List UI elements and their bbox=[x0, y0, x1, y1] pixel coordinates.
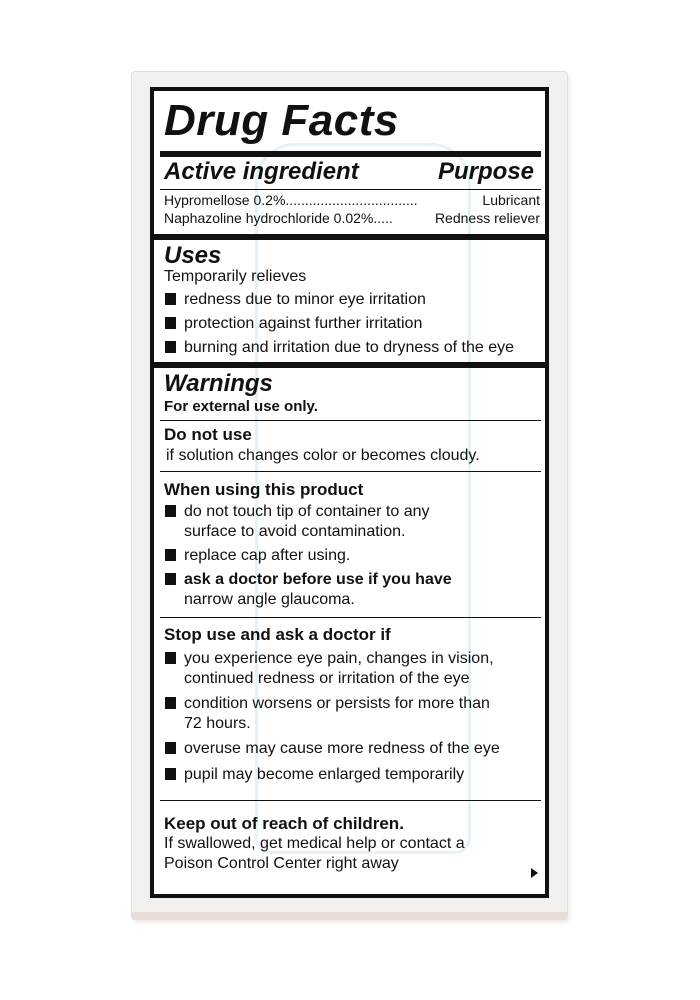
purpose-heading: Purpose bbox=[438, 158, 535, 185]
square-bullet-icon bbox=[165, 341, 176, 353]
uses-heading: Uses bbox=[164, 242, 222, 269]
square-bullet-icon bbox=[165, 505, 176, 517]
active-ingredient-heading: Active ingredient bbox=[164, 158, 359, 185]
list-item: redness due to minor eye irritation bbox=[165, 291, 426, 309]
ingredient-purpose: Lubricant bbox=[482, 192, 540, 208]
square-bullet-icon bbox=[165, 549, 176, 561]
list-item-continuation: narrow angle glaucoma. bbox=[184, 591, 355, 608]
leader-dots: ..... bbox=[373, 210, 393, 226]
square-bullet-icon bbox=[165, 652, 176, 664]
list-item: you experience eye pain, changes in vision, bbox=[165, 650, 494, 668]
do-not-use-text: if solution changes color or becomes cloudy. bbox=[166, 447, 480, 464]
keep-out-line-2: Poison Control Center right away bbox=[164, 855, 399, 872]
list-item: pupil may become enlarged temporarily bbox=[165, 766, 464, 784]
when-using-heading: When using this product bbox=[164, 480, 364, 499]
page-title: Drug Facts bbox=[164, 96, 399, 145]
square-bullet-icon bbox=[165, 317, 176, 329]
stop-use-heading: Stop use and ask a doctor if bbox=[164, 625, 391, 644]
title-rule bbox=[160, 151, 541, 157]
keep-out-heading: Keep out of reach of children. bbox=[164, 814, 404, 833]
external-use-note: For external use only. bbox=[164, 398, 318, 415]
square-bullet-icon bbox=[165, 293, 176, 305]
ingredient-name: Naphazoline hydrochloride 0.02% bbox=[164, 210, 374, 226]
section-divider-warnings bbox=[150, 362, 545, 368]
do-not-use-rule bbox=[160, 471, 541, 472]
do-not-use-heading: Do not use bbox=[164, 425, 252, 444]
when-using-rule bbox=[160, 617, 541, 618]
keep-out-line-1: If swallowed, get medical help or contact a bbox=[164, 835, 465, 852]
ingredient-name: Hypromellose 0.2% bbox=[164, 192, 286, 208]
list-item: overuse may cause more redness of the eye bbox=[165, 740, 500, 758]
active-row-2 bbox=[164, 210, 540, 226]
list-item: burning and irritation due to dryness of the eye bbox=[165, 339, 514, 357]
list-item-continuation: continued redness or irritation of the eye bbox=[184, 670, 470, 687]
square-bullet-icon bbox=[165, 573, 176, 585]
uses-intro: Temporarily relieves bbox=[164, 268, 307, 285]
continued-arrow-icon bbox=[531, 868, 538, 878]
list-item: condition worsens or persists for more than bbox=[165, 695, 490, 713]
section-divider-uses bbox=[150, 234, 545, 240]
active-row-1 bbox=[164, 192, 540, 208]
warnings-rule bbox=[160, 420, 541, 421]
ingredient-purpose: Redness reliever bbox=[434, 210, 540, 226]
box-bottom-edge bbox=[132, 912, 567, 920]
square-bullet-icon bbox=[165, 768, 176, 780]
list-item: replace cap after using. bbox=[165, 547, 350, 565]
list-item-continuation: 72 hours. bbox=[184, 715, 251, 732]
active-rule bbox=[160, 189, 541, 190]
leader-dots: .................................. bbox=[285, 192, 418, 208]
warnings-heading: Warnings bbox=[164, 370, 273, 397]
square-bullet-icon bbox=[165, 742, 176, 754]
list-item-continuation: surface to avoid contamination. bbox=[184, 523, 406, 540]
list-item: do not touch tip of container to any bbox=[165, 503, 430, 521]
list-item: ask a doctor before use if you have bbox=[165, 571, 452, 589]
list-item: protection against further irritation bbox=[165, 315, 422, 333]
square-bullet-icon bbox=[165, 697, 176, 709]
stop-use-rule bbox=[160, 800, 541, 801]
